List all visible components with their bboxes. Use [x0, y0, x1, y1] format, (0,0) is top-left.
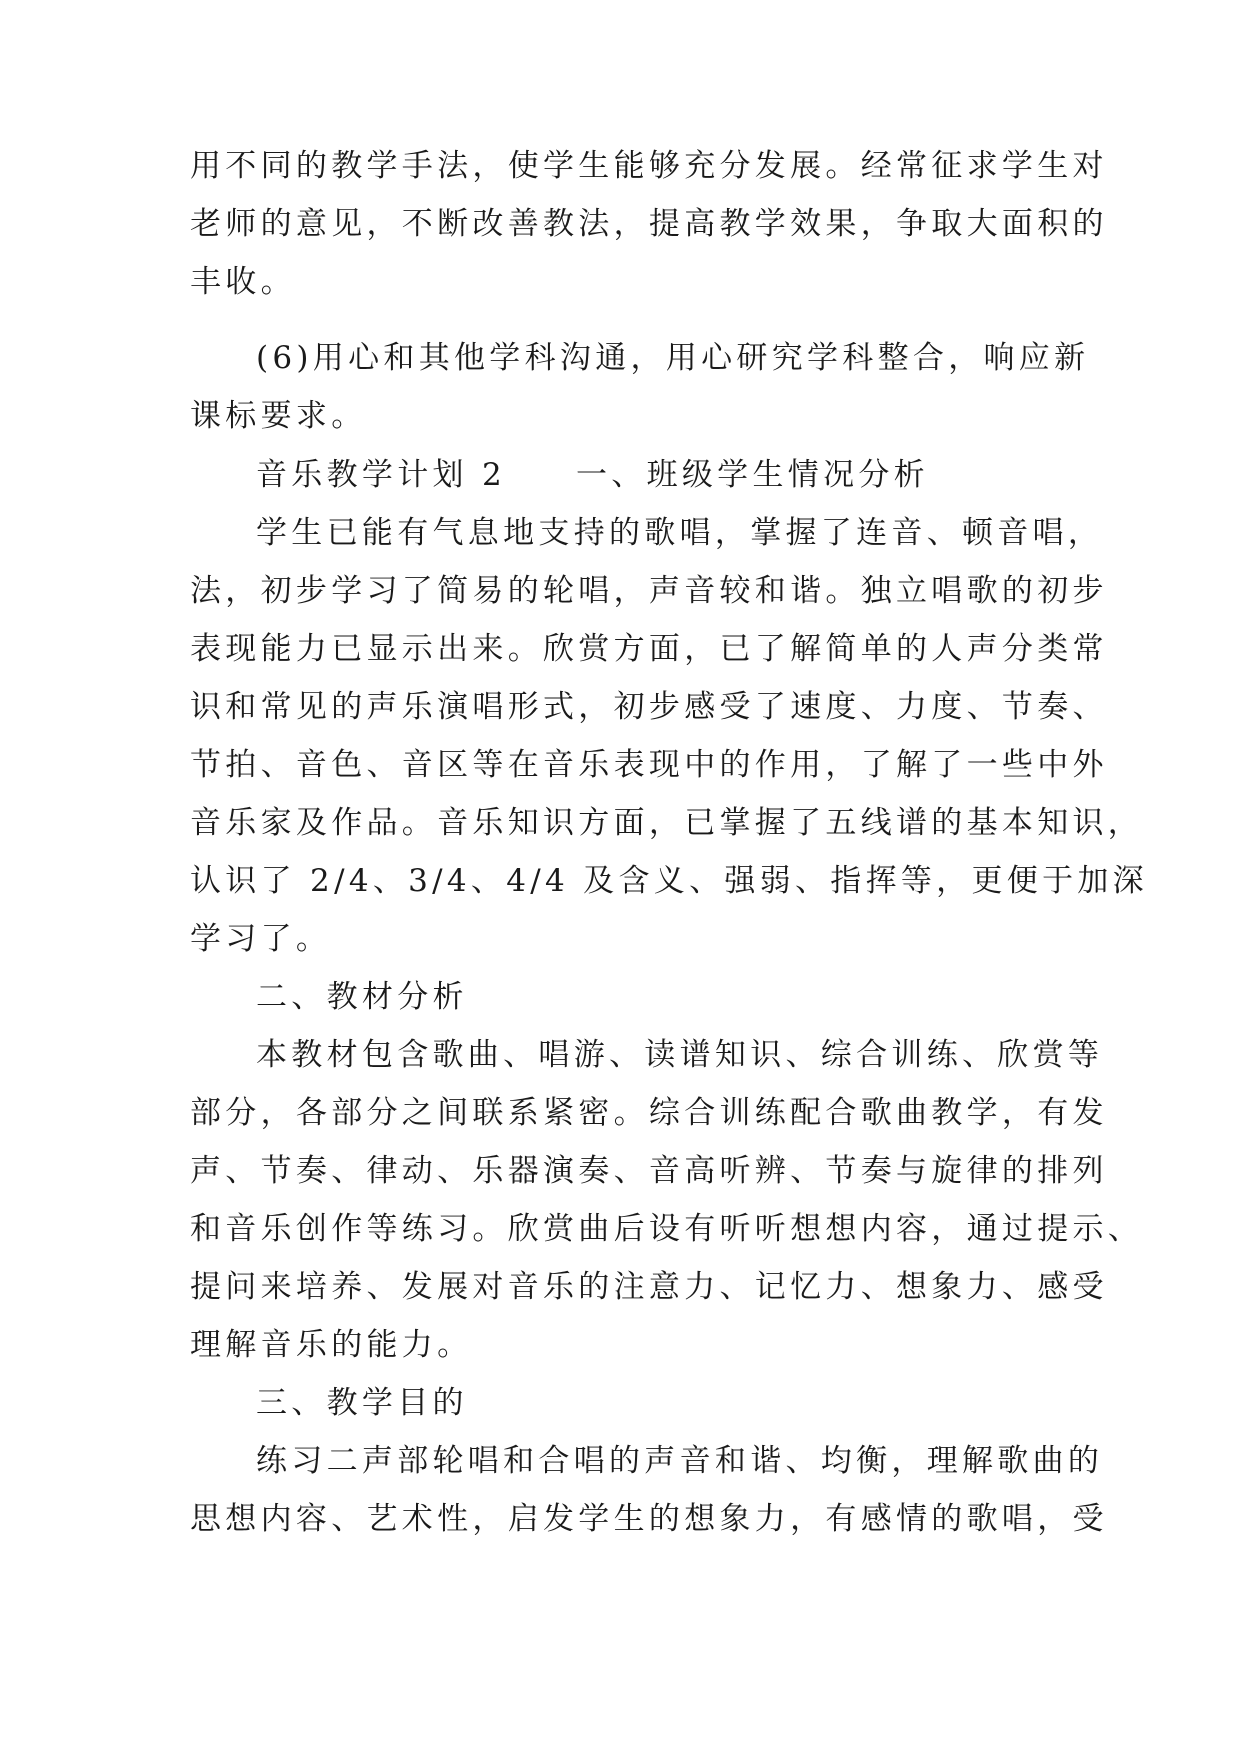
text-line: 识和常见的声乐演唱形式，初步感受了速度、力度、节奏、 — [190, 689, 1108, 725]
text-line: 认识了 2/4、3/4、4/4 及含义、强弱、指挥等，更便于加深 — [190, 863, 1148, 899]
section-heading: 二、教材分析 — [256, 979, 468, 1015]
section-heading: 三、教学目的 — [256, 1385, 468, 1421]
text-line: 节拍、音色、音区等在音乐表现中的作用，了解了一些中外 — [190, 747, 1108, 783]
text-line: (6)用心和其他学科沟通，用心研究学科整合，响应新 — [256, 340, 1090, 376]
text-line: 老师的意见，不断改善教法，提高教学效果，争取大面积的 — [190, 206, 1108, 242]
plan-title: 音乐教学计划 2 — [256, 457, 506, 493]
text-line: 学生已能有气息地支持的歌唱，掌握了连音、顿音唱， — [256, 515, 1104, 551]
text-line: 学习了。 — [190, 921, 332, 957]
text-line: 音乐家及作品。音乐知识方面，已掌握了五线谱的基本知识， — [190, 805, 1144, 841]
text-line: 练习二声部轮唱和合唱的声音和谐、均衡，理解歌曲的 — [256, 1443, 1104, 1479]
text-line: 声、节奏、律动、乐器演奏、音高听辨、节奏与旋律的排列 — [190, 1153, 1108, 1189]
text-line: 表现能力已显示出来。欣赏方面，已了解简单的人声分类常 — [190, 631, 1108, 667]
text-line: 本教材包含歌曲、唱游、读谱知识、综合训练、欣赏等 — [256, 1037, 1104, 1073]
section-title: 一、班级学生情况分析 — [575, 457, 929, 493]
text-line: 理解音乐的能力。 — [190, 1327, 473, 1363]
text-line: 法，初步学习了简易的轮唱，声音较和谐。独立唱歌的初步 — [190, 573, 1108, 609]
text-line: 和音乐创作等练习。欣赏曲后设有听听想想内容，通过提示、 — [190, 1211, 1144, 1247]
text-line: 用不同的教学手法，使学生能够充分发展。经常征求学生对 — [190, 148, 1108, 184]
text-line: 课标要求。 — [190, 398, 367, 434]
text-line: 部分，各部分之间联系紧密。综合训练配合歌曲教学，有发 — [190, 1095, 1108, 1131]
text-line: 提问来培养、发展对音乐的注意力、记忆力、想象力、感受 — [190, 1269, 1108, 1305]
section-heading — [256, 455, 929, 495]
text-line: 思想内容、艺术性，启发学生的想象力，有感情的歌唱，受 — [190, 1501, 1108, 1537]
text-line: 丰收。 — [190, 264, 296, 300]
